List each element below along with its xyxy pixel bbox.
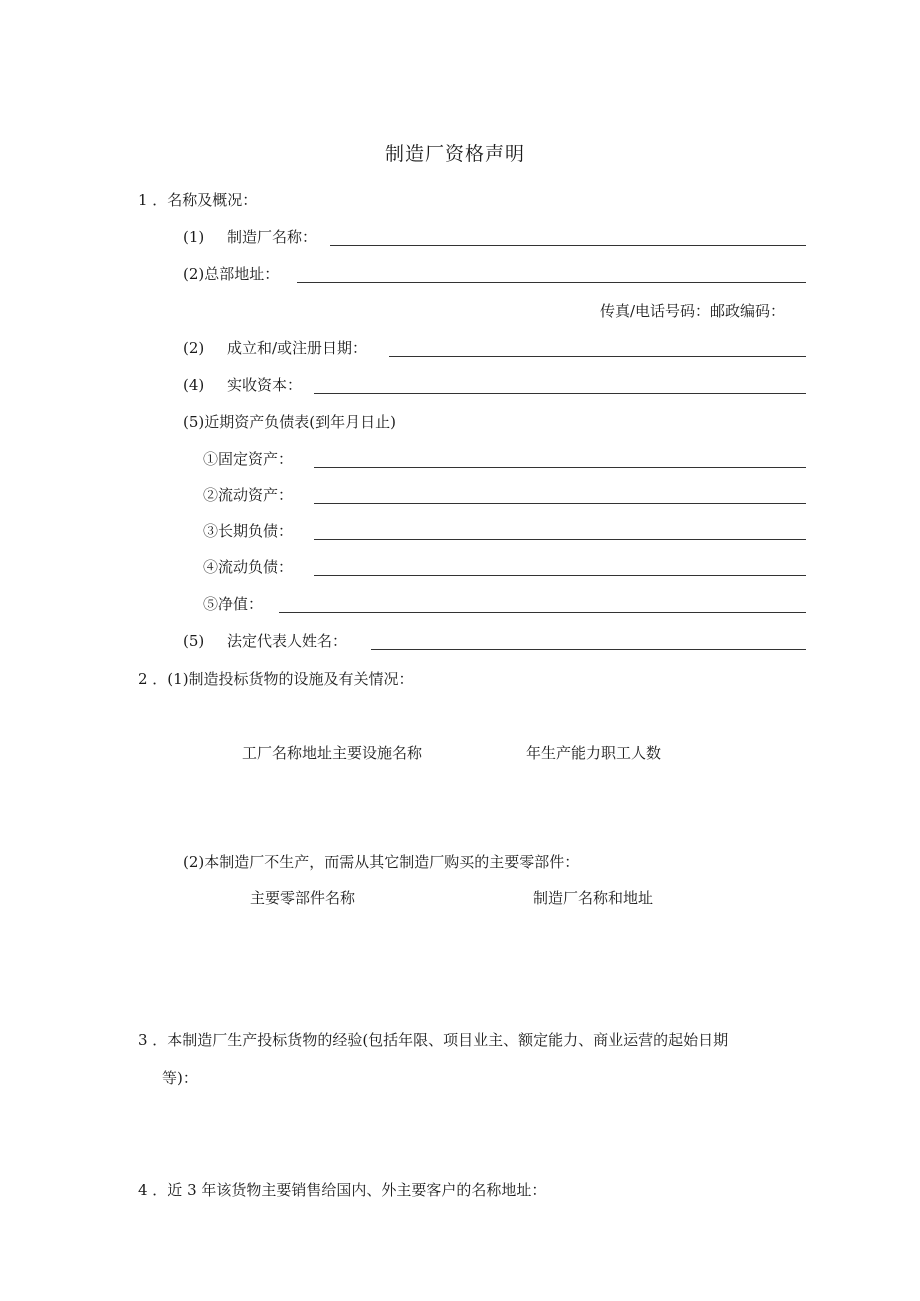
section1-heading: 1 ．名称及概况： — [138, 191, 258, 209]
current-liabilities-label: ④流动负债： — [203, 558, 294, 576]
fixed-assets-label: ①固定资产： — [203, 450, 294, 468]
head-office-address-field[interactable] — [297, 282, 806, 283]
established-date-field[interactable] — [389, 356, 806, 357]
net-worth-field[interactable] — [279, 612, 806, 613]
item-established-number: (2) — [183, 339, 205, 357]
net-worth-label: ⑤净值： — [203, 595, 264, 613]
facilities-table-right-header: 年生产能力职工人数 — [526, 744, 662, 762]
item-balance-label: (5)近期资产负债表(到年月日止) — [183, 413, 396, 431]
item-capital-label: 实收资本： — [227, 376, 303, 394]
page-title: 制造厂资格声明 — [385, 143, 526, 165]
item-legal-rep-number: (5) — [183, 632, 205, 650]
item-legal-rep-label: 法定代表人姓名： — [227, 632, 348, 650]
parts-table-right-header: 制造厂名称和地址 — [533, 889, 654, 907]
long-term-liabilities-label: ③长期负债： — [203, 522, 294, 540]
long-term-liabilities-field[interactable] — [314, 539, 806, 540]
current-assets-label: ②流动资产： — [203, 486, 294, 504]
manufacturer-name-field[interactable] — [330, 245, 806, 246]
item-established-label: 成立和/或注册日期： — [227, 339, 368, 357]
item-capital-number: (4) — [183, 376, 205, 394]
current-liabilities-field[interactable] — [314, 575, 806, 576]
section2-sub2: (2)本制造厂不生产，而需从其它制造厂购买的主要零部件： — [183, 853, 580, 871]
facilities-table-left-header: 工厂名称地址主要设施名称 — [242, 744, 423, 762]
section2-heading: 2 ．(1)制造投标货物的设施及有关情况： — [138, 670, 414, 688]
legal-representative-field[interactable] — [371, 649, 806, 650]
item-address-label: (2)总部地址： — [183, 265, 280, 283]
section4-heading: 4 ．近 3 年该货物主要销售给国内、外主要客户的名称地址： — [138, 1181, 547, 1199]
item-name-label: 制造厂名称： — [227, 228, 318, 246]
parts-table-left-header: 主要零部件名称 — [250, 889, 356, 907]
fixed-assets-field[interactable] — [314, 467, 806, 468]
current-assets-field[interactable] — [314, 503, 806, 504]
item-name-number: (1) — [183, 228, 205, 246]
contact-note: 传真/电话号码：邮政编码： — [600, 302, 786, 320]
paid-in-capital-field[interactable] — [314, 393, 806, 394]
section3-line1: 3 ．本制造厂生产投标货物的经验(包括年限、项目业主、额定能力、商业运营的起始日期 — [138, 1031, 729, 1049]
section3-line2: 等)： — [162, 1069, 198, 1087]
